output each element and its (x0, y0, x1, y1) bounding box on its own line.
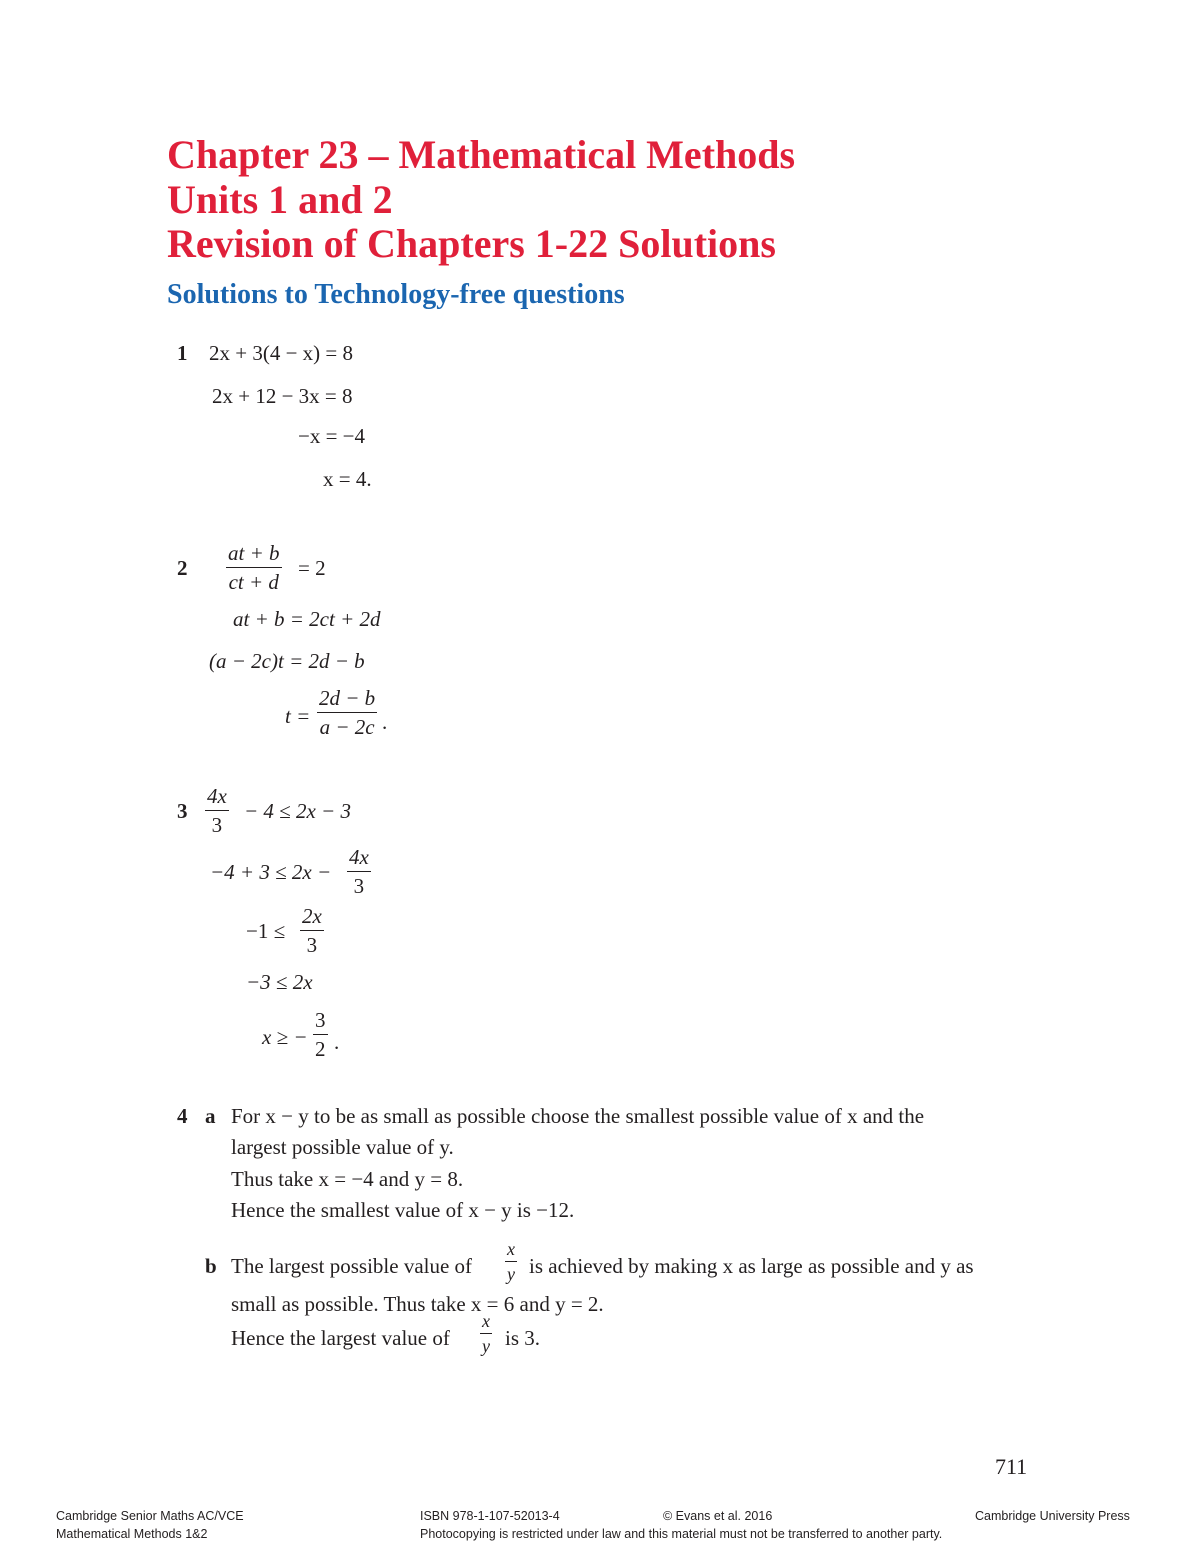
q4b-fraction-2-denominator: y (482, 1336, 490, 1356)
footer-series: Cambridge Senior Maths AC/VCE (56, 1509, 244, 1523)
q3-fraction-3-numerator: 2x (302, 904, 322, 928)
chapter-title: Chapter 23 – Mathematical Methods (167, 132, 796, 177)
q4a-line-2: largest possible value of y. (231, 1135, 454, 1159)
page-number: 711 (995, 1454, 1028, 1479)
q3-line-4: −3 ≤ 2x (246, 970, 313, 994)
q4b-fraction-1-denominator: y (507, 1264, 515, 1284)
q2-fraction-2-denominator: a − 2c (319, 715, 375, 739)
q3-fraction-3-denominator: 3 (306, 933, 318, 957)
q3-fraction-1 (205, 784, 229, 837)
q1-line-4: x = 4. (323, 467, 372, 491)
footer-publisher: Cambridge University Press (975, 1509, 1130, 1523)
revision-title: Revision of Chapters 1-22 Solutions (167, 221, 776, 266)
q3-line-5-lhs: x ≥ − (262, 1025, 308, 1049)
q4a-line-4: Hence the smallest value of x − y is −12. (231, 1198, 575, 1222)
q3-line-1-rhs: − 4 ≤ 2x − 3 (244, 799, 351, 823)
q3-line-3-lhs: −1 ≤ (246, 919, 286, 943)
q1-line-3: −x = −4 (298, 424, 366, 448)
q2-line-4-end: . (382, 710, 388, 734)
q4b-line-3-pre: Hence the largest value of (231, 1326, 450, 1350)
question-1-number: 1 (177, 341, 188, 365)
footer-book: Mathematical Methods 1&2 (56, 1527, 208, 1541)
footer-notice: Photocopying is restricted under law and this material must not be transferred to another party. (420, 1527, 943, 1541)
q4a-line-3: Thus take x = −4 and y = 8. (231, 1167, 464, 1191)
q1-line-1: 2x + 3(4 − x) = 8 (209, 341, 354, 365)
q2-line-2: at + b = 2ct + 2d (233, 607, 381, 631)
q4b-fraction-1-numerator: x (507, 1239, 515, 1259)
footer-copyright: © Evans et al. 2016 (663, 1509, 773, 1523)
q2-line-3: (a − 2c)t = 2d − b (209, 649, 365, 673)
question-2-number: 2 (177, 556, 188, 580)
q4b-fraction-2-numerator: x (482, 1311, 490, 1331)
question-4-number: 4 (177, 1104, 188, 1128)
q3-fraction-1-denominator: 3 (211, 813, 223, 837)
q3-fraction-4-numerator: 3 (315, 1008, 326, 1032)
q3-fraction-2-denominator: 3 (353, 874, 365, 898)
units-title: Units 1 and 2 (167, 177, 393, 222)
q3-fraction-2 (347, 845, 371, 898)
q4b-fraction-1 (505, 1239, 517, 1284)
q3-line-5-end: . (334, 1030, 340, 1054)
q2-fraction-1-numerator: at + b (228, 541, 280, 565)
q3-fraction-3 (300, 904, 324, 957)
q3-fraction-2-numerator: 4x (349, 845, 369, 869)
q4b-line-1-post: is achieved by making x as large as possible and y as (529, 1254, 974, 1278)
q4a-line-1: For x − y to be as small as possible choose the smallest possible value of x and the (231, 1104, 925, 1128)
q2-fraction-1 (226, 541, 282, 594)
q2-line-1-rhs: = 2 (298, 556, 326, 580)
q2-fraction-1-denominator: ct + d (228, 570, 279, 594)
q4b-line-3-post: is 3. (505, 1326, 541, 1350)
q2-fraction-2 (317, 686, 377, 739)
q4b-line-1-pre: The largest possible value of (231, 1254, 473, 1278)
q4b-fraction-2 (480, 1311, 492, 1356)
question-4a-label: a (205, 1104, 216, 1128)
q3-fraction-4-denominator: 2 (315, 1037, 326, 1061)
q1-line-2: 2x + 12 − 3x = 8 (212, 384, 353, 408)
question-3-number: 3 (177, 799, 188, 823)
q3-line-2-lhs: −4 + 3 ≤ 2x − (210, 860, 332, 884)
q2-fraction-2-numerator: 2d − b (319, 686, 376, 710)
section-subtitle: Solutions to Technology-free questions (167, 279, 625, 310)
question-4b-label: b (205, 1254, 217, 1278)
q3-fraction-1-numerator: 4x (207, 784, 227, 808)
q4b-line-2: small as possible. Thus take x = 6 and y = 2. (231, 1292, 604, 1316)
q2-line-4-lhs: t = (285, 704, 311, 728)
q3-fraction-4 (313, 1008, 328, 1061)
footer-isbn: ISBN 978-1-107-52013-4 (420, 1509, 560, 1523)
